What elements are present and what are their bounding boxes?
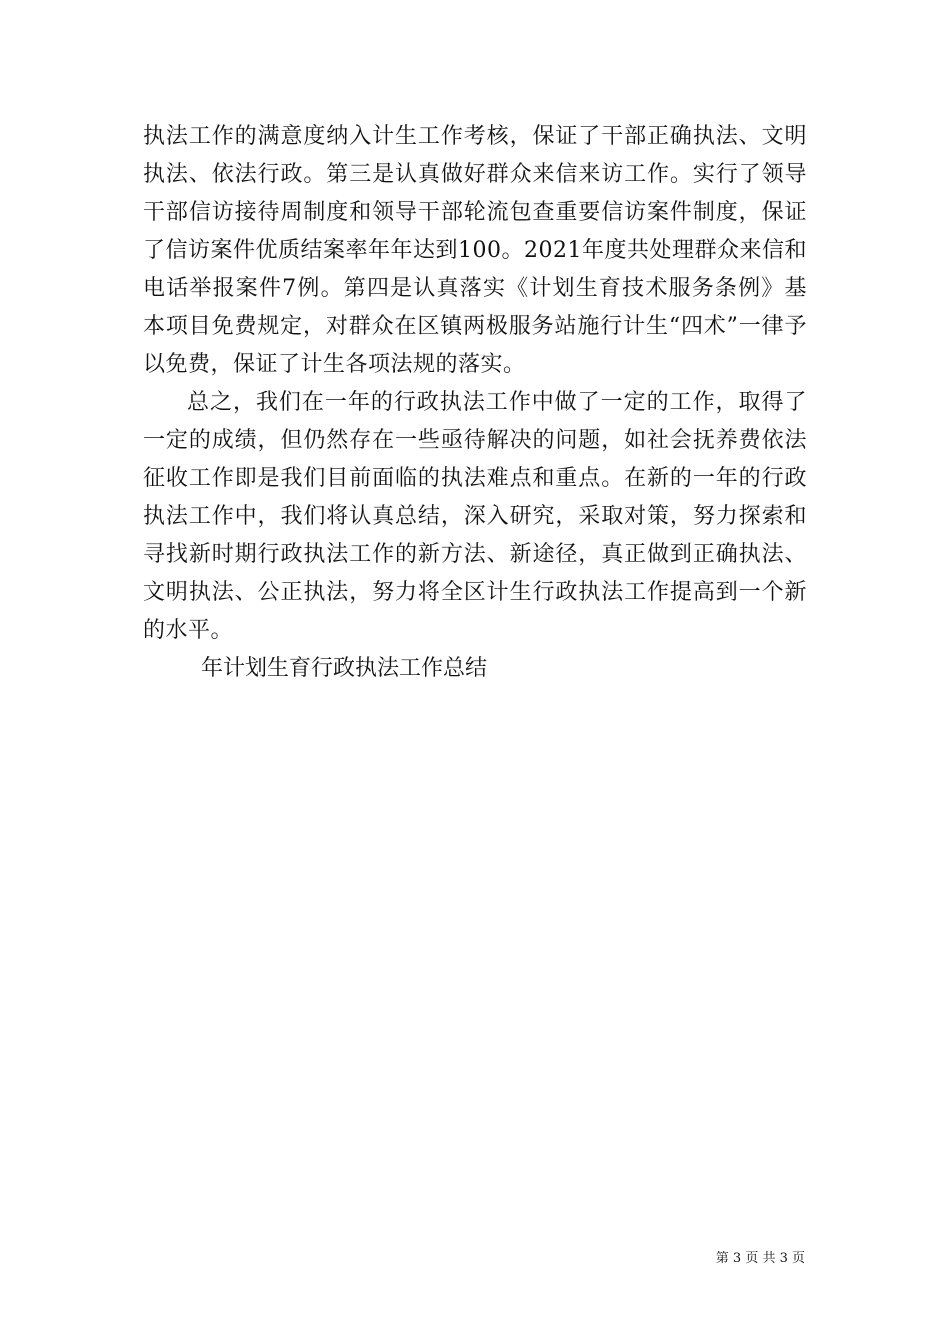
- closing-title: 年计划生育行政执法工作总结: [201, 656, 488, 681]
- document-body: [143, 118, 807, 688]
- paragraph-continued: 执法工作的满意度纳入计生工作考核，保证了干部正确执法、文明执法、依法行政。第三是认真做好群众来信来访工作。实行了领导干部信访接待周制度和领导干部轮流包查重要信访案件制度，保证了信访案件优质结案率年年达到100。2021年度共处理群众来信和电话举报案件7例。第四是认真落实《计划生育技术服务条例》基本项目免费规定，对群众在区镇两极服务站施行计生“四术”一律予以免费，保证了计生各项法规的落实。: [143, 124, 807, 377]
- paragraph-summary: 总之，我们在一年的行政执法工作中做了一定的工作，取得了一定的成绩，但仍然存在一些亟待解决的问题，如社会抚养费依法征收工作即是我们目前面临的执法难点和重点。在新的一年的行政执法工作中，我们将认真总结，深入研究，采取对策，努力探索和寻找新时期行政执法工作的新方法、新途径，真正做到正确执法、文明执法、公正执法，努力将全区计生行政执法工作提高到一个新的水平。: [143, 390, 807, 643]
- page-number-footer: 第 3 页 共 3 页: [715, 1251, 805, 1266]
